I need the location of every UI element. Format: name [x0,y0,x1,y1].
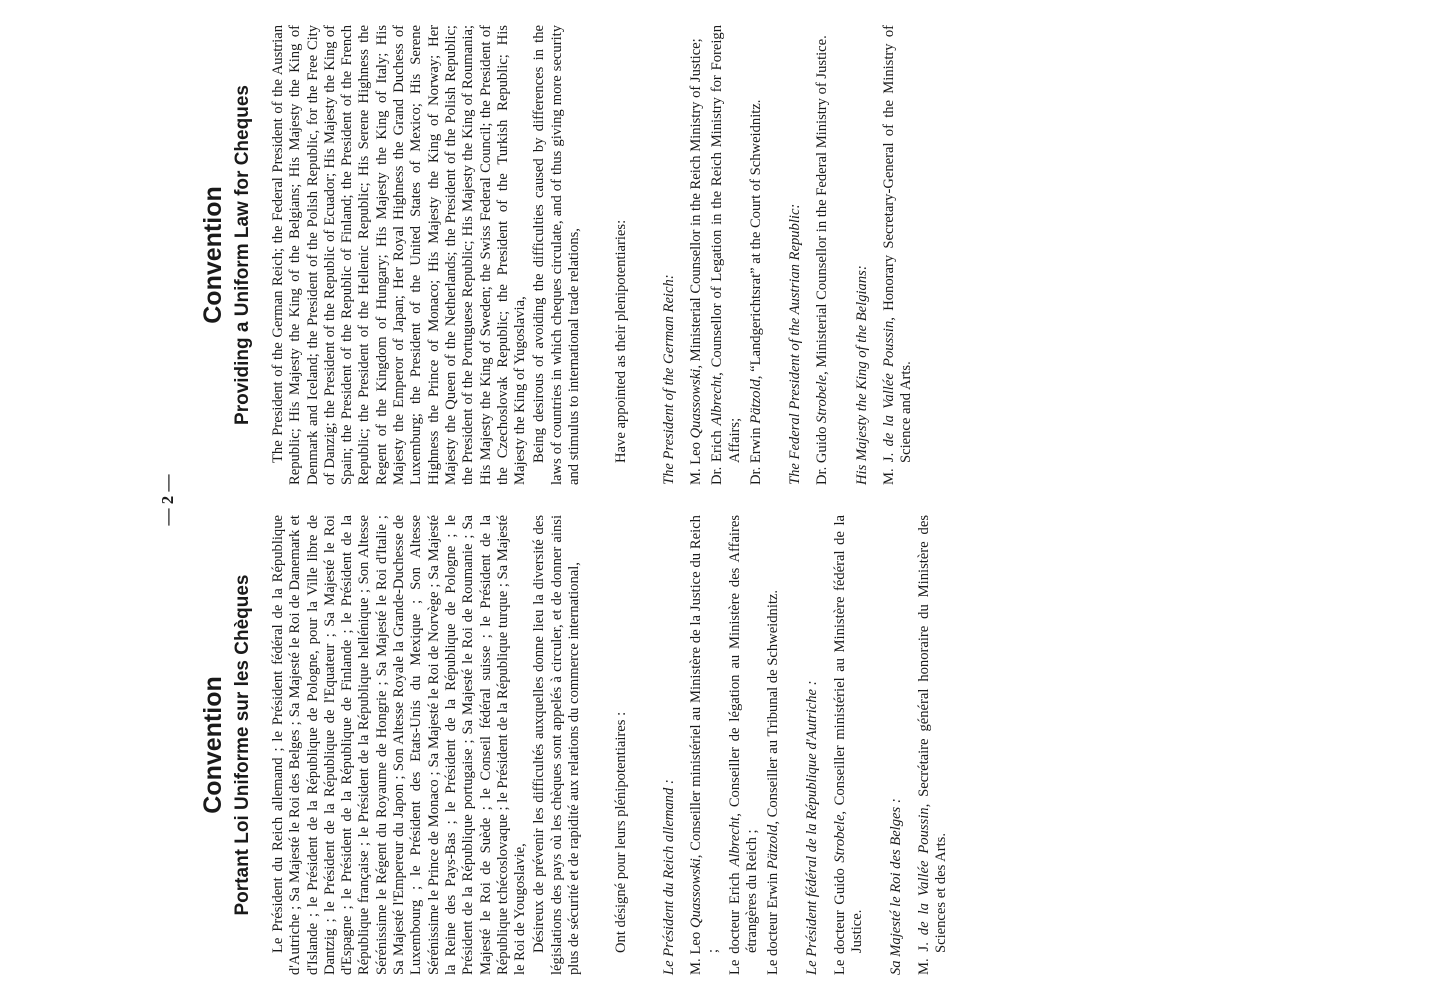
plenipotentiary-role: , Conseiller ministériel au Ministère de la Justice du Reich ; [687,515,722,953]
plenipotentiary-role: , Honorary Secretary-General of the Ministry of Science and Arts. [881,25,915,463]
plenipotentiary-name: Le docteur Guido Strobele [831,814,848,975]
plenipotentiary-name: M. J. de la Vallée Poussin [915,807,932,975]
plenipotentiary-role: , “Landgerichtsrat” at the Court of Schweidnitz. [747,99,764,380]
rotated-document [150,0,1284,1000]
plenipotentiary-role: , Conseiller de légation au Ministère des Affaires étrangères du Reich ; [726,514,760,953]
english-head-austria: The Federal President of the Austrian Republic: [787,203,804,485]
english-purpose: Being desirous of avoiding the difficulties caused by differences in the laws of countries in which cheques circulate, and of thus giving more security and stimulus to international trade relations, [531,25,583,485]
french-plenipotentiary [688,515,723,975]
plenipotentiary-name: Dr. Erwin Pätzold [747,379,764,485]
plenipotentiary-name: M. Leo Quassowski [687,368,704,485]
english-appointed: Have appointed as their plenipotentiaries: [613,219,630,463]
plenipotentiary-name: Le docteur Erich Albrecht [726,816,743,975]
french-head-germany: Le Président du Reich allemand : [660,779,677,975]
french-appointed: Ont désigné pour leurs plénipotentiaires : [613,711,630,953]
french-head-austria: Le Président fédéral de la République d'Autriche : [804,680,821,975]
english-plenipotentiary [688,25,705,485]
plenipotentiary-role: , Conseiller ministériel au Ministère fédéral de la Justice. [831,515,866,953]
french-subtitle: Portant Loi Uniforme sur les Chèques [232,574,253,916]
plenipotentiary-role: , Conseiller au Tribunal de Schweidnitz. [765,589,782,825]
english-plenipotentiary [814,25,831,485]
english-plenipotentiary [881,25,916,485]
plenipotentiary-role: , Ministerial Counsellor in the Federal Ministry of Justice. [814,35,831,375]
french-head-belgium: Sa Majesté le Roi des Belges : [888,798,905,975]
english-subtitle: Providing a Uniform Law for Cheques [232,85,253,425]
english-head-belgium: His Majesty the King of the Belgians: [853,265,870,485]
page-number: — 2 — [158,474,177,526]
plenipotentiary-name: Le docteur Erwin Pätzold [765,824,782,975]
french-plenipotentiary [916,515,951,975]
french-purpose: Désireux de prévenir les difficultés auxquelles donne lieu la diversité des législations des pays où les chèques sont appelés à circuler, et de donner ainsi plus de sécurité et de rapidité aux relations du commerce international, [531,515,583,975]
digitization-footer [0,0,4,997]
english-preamble: The President of the German Reich; the Federal President of the Austrian Republic; His Majesty the King of the Belgians; His Majesty the King of Denmark and Iceland; the President of the Polish Republic, for the Free City of Danzig; the President of the Republic of Ecuador; His Majesty the King of Spain; the President of the Republic of Finland; the President of the French Republic; the President of the Hellenic Republic; His Serene Highness the Regent of the Kingdom of Hungary; His Majesty the King of Italy; His Majesty the Emperor of Japan; Her Royal Highness the Grand Duchess of Luxemburg; the President of the United States of Mexico; His Serene Highness the Prince of Monaco; His Majesty the King of Norway; Her Majesty the Queen of the Netherlands; the President of the Polish Republic; the President of the Portuguese Republic; His Majesty the King of Roumania; His Majesty the King of Sweden; the Swiss Federal Council; the President of the Czechoslovak Republic; the President of the Turkish Republic; His Majesty the King of Yugoslavia, [270,25,529,485]
french-column [198,515,950,975]
english-plenipotentiary [748,25,765,485]
plenipotentiary-name: Dr. Guido Strobele [814,374,831,485]
plenipotentiary-name: M. J. de la Vallée Poussin [881,320,898,485]
french-plenipotentiary [727,515,762,975]
plenipotentiary-role: , Ministerial Counsellor in the Reich Ministry of Justice; [687,38,704,369]
french-preamble: Le Président du Reich allemand ; le Président fédéral de la République d'Autriche ; Sa Majesté le Roi des Belges ; Sa Majesté le Roi de Danemark et d'Islande ; le Président de la République de Pologne, pour la Ville libre de Dantzig ; le Président de la République de l'Equateur ; Sa Majesté le Roi d'Espagne ; le Président de la République de Finlande ; le Président de la République française ; le Président de la République hellénique ; Son Altesse Sérénissime le Régent du Royaume de Hongrie ; Sa Majesté le Roi d'Italie ; Sa Majesté l'Empereur du Japon ; Son Altesse Royale la Grande-Duchesse de Luxembourg ; le Président des Etats-Unis du Mexique ; Son Altesse Sérénissime le Prince de Monaco ; Sa Majesté le Roi de Norvège ; Sa Majesté la Reine des Pays-Bas ; le Président de la République de Pologne ; le Président de la République portugaise ; Sa Majesté le Roi de Roumanie ; Sa Majesté le Roi de Suède ; le Conseil fédéral suisse ; le Président de la République tchécoslovaque ; le Président de la République turque ; Sa Majesté le Roi de Yougoslavie, [270,515,529,975]
plenipotentiary-role: , Counsellor of Legation in the Reich Ministry for Foreign Affairs; [709,25,743,463]
plenipotentiary-name: M. Leo Quassowski [687,858,704,975]
plenipotentiary-role: , Secrétaire général honoraire du Ministère des Sciences et des Arts. [915,515,949,953]
english-plenipotentiary [709,25,744,485]
french-title: Convention [199,676,227,814]
english-head-germany: The President of the German Reich: [660,274,677,485]
french-plenipotentiary [832,515,867,975]
plenipotentiary-name: Dr. Erich Albrecht [709,375,726,485]
french-plenipotentiary [765,515,782,975]
english-title: Convention [199,186,227,324]
english-column [198,25,916,485]
